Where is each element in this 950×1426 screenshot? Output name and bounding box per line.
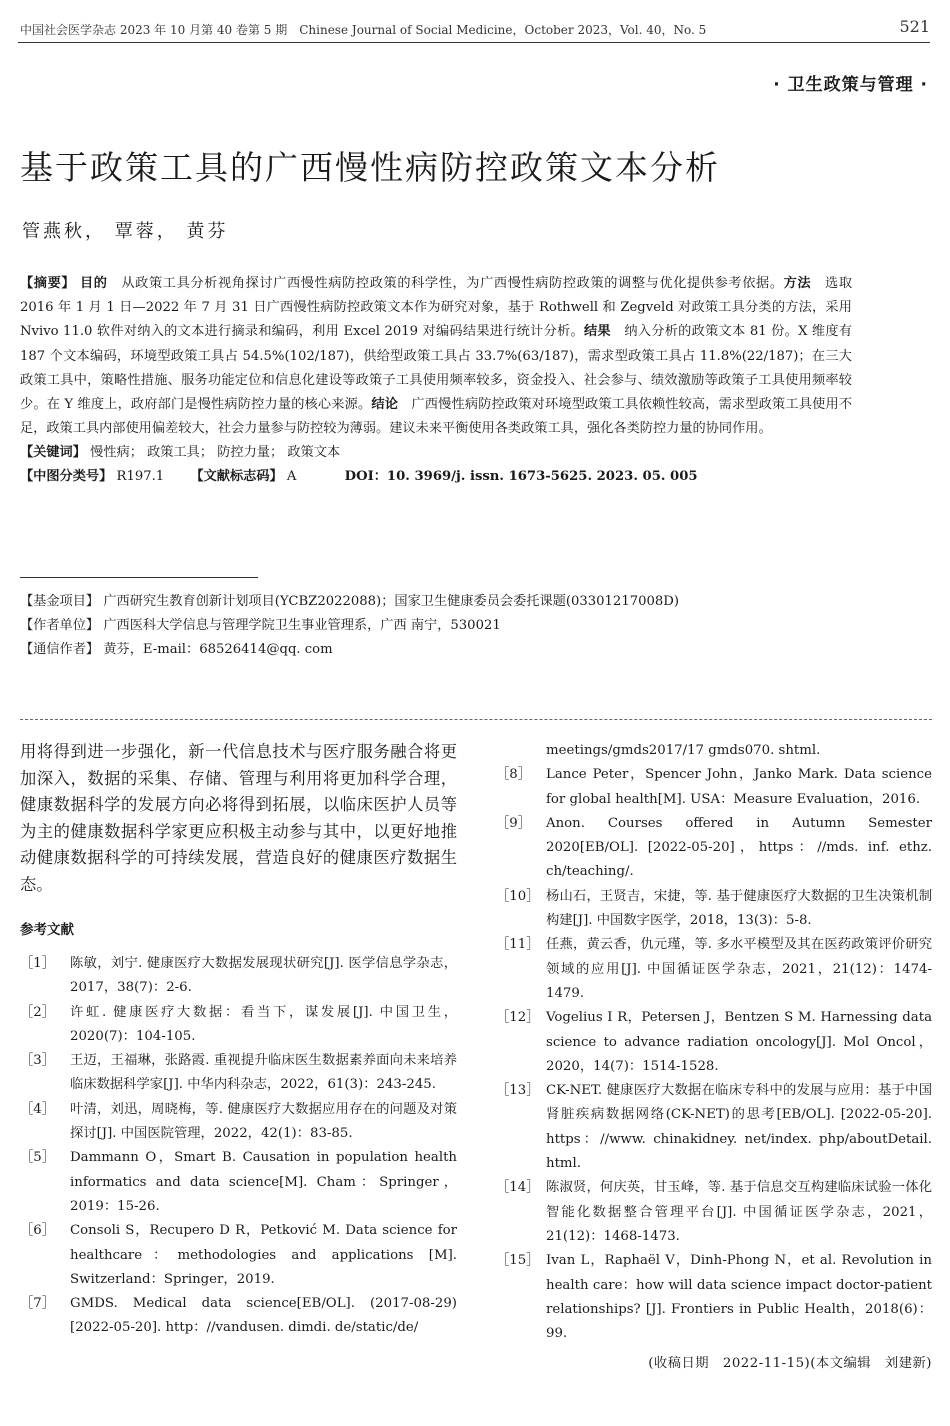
reference-text: 陈敏，刘宁. 健康医疗大数据发展现状研究[J]. 医学信息学杂志，2017，38(7)：2-6. <box>70 956 457 996</box>
reference-number: ［15］ <box>496 1253 540 1269</box>
reference-item <box>496 933 932 1006</box>
methods-text: 选取 2016 年 1 月 1 日—2022 年 7 月 31 日广西慢性病防控政策文本作为研究对象，基于 Rothwell 和 Zegveld 对政策工具分类的方法，采用 Nvivo 11.0 软件对纳入的文本进行摘录和编码，利用 Excel 2019 对编码结果进行统计分析。 <box>20 276 853 340</box>
reference-item <box>496 1176 932 1249</box>
clc-label: 【中图分类号】 <box>20 469 113 485</box>
abstract-text <box>20 272 852 441</box>
footnote-label: 【基金项目】 <box>20 594 100 609</box>
reference-number: ［5］ <box>20 1150 56 1166</box>
results-label: 结果 <box>583 324 611 340</box>
reference-text: Vogelius I R，Petersen J，Bentzen S M. Harnessing data science to advance radiation oncology[J]. Mol Oncol，2020，14(7)：1514-1528. <box>546 1010 932 1074</box>
keywords: 慢性病； 政策工具； 防控力量； 政策文本 <box>90 445 341 461</box>
abstract <box>20 272 852 489</box>
conclusion-text: 广西慢性病防控政策对环境型政策工具依赖性较高，需求型政策工具使用不足，政策工具内部使用偏差较大，社会力量参与防控较为薄弱。建议未来平衡使用各类政策工具，强化各类防控力量的协同作用。 <box>20 397 853 437</box>
reference-number: ［2］ <box>20 1004 56 1020</box>
footnote-text: 广西研究生教育创新计划项目(YCBZ2022088)；国家卫生健康委员会委托课题(03301217008D) <box>103 594 679 609</box>
reference-text: 王迈，王福琳，张路霞. 重视提升临床医生数据素养面向未来培养临床数据科学家[J]. 中华内科杂志，2022，61(3)：243-245. <box>70 1053 457 1093</box>
reference-number: ［10］ <box>496 888 540 904</box>
references-heading: 参考文献 <box>20 922 74 938</box>
reference-item <box>20 1146 457 1219</box>
reference-number: ［3］ <box>20 1053 56 1069</box>
reference-text[interactable]: meetings/gmds2017/17 gmds070. shtml. <box>546 743 821 758</box>
conclusion-label: 结论 <box>371 397 399 413</box>
reference-item <box>20 1001 457 1050</box>
reference-number: ［14］ <box>496 1180 540 1196</box>
footnote-funding <box>20 590 679 614</box>
reference-number: ［11］ <box>496 937 540 953</box>
footnote-text: 黄芬，E-mail：68526414@qq. com <box>103 642 333 657</box>
results-text: 纳入分析的政策文本 81 份。X 维度有 187 个文本编码，环境型政策工具占 54.5%(102/187)，供给型政策工具占 33.7%(63/187)，需求型政策工具占 11.8%(22/187)；在三大政策工具中，策略性措施、服务功能定位和信息化建设等政策子工具使用频率较多，资金投入、社会参与、绩效激励等政策子工具使用频率较少。在 Y 维度上，政府部门是慢性病防控力量的核心来源。 <box>20 324 853 413</box>
reference-item <box>20 1098 457 1147</box>
header-rule <box>18 42 930 43</box>
received-date-line: (收稿日期 2022-11-15)(本文编辑 刘建新) <box>648 1356 932 1372</box>
reference-number: ［9］ <box>496 815 532 831</box>
reference-item <box>20 1219 457 1292</box>
page-number: 521 <box>899 17 930 36</box>
section-tag: · 卫生政策与管理 · <box>773 75 928 95</box>
reference-item <box>496 812 932 885</box>
reference-number: ［1］ <box>20 956 56 971</box>
footnote-rule <box>20 577 258 578</box>
doc-code-value: A <box>286 469 297 485</box>
reference-number: ［13］ <box>496 1083 540 1099</box>
footnotes <box>20 590 679 662</box>
reference-number: ［12］ <box>496 1010 540 1026</box>
reference-text[interactable]: CK-NET. 健康医疗大数据在临床专科中的发展与应用：基于中国肾脏疾病数据网络(CK-NET)的思考[EB/OL]. [2022-05-20]. https：//www. chinakidney. net/index. php/aboutDetail. html. <box>546 1083 932 1172</box>
left-column <box>20 739 457 1341</box>
keywords-line <box>20 441 852 465</box>
classification-line <box>20 465 852 489</box>
reference-item <box>496 885 932 934</box>
reference-number: ［8］ <box>496 767 532 783</box>
reference-text: 任燕，黄云香，仇元瑾，等. 多水平模型及其在医药政策评价研究领域的应用[J]. 中国循证医学杂志，2021，21(12)：1474-1479. <box>546 937 932 1001</box>
reference-text: 杨山石，王贤吉，宋捷，等. 基于健康医疗大数据的卫生决策机制构建[J]. 中国数字医学，2018，13(3)：5-8. <box>546 888 932 929</box>
reference-number: ［7］ <box>20 1296 56 1312</box>
authors: 管燕秋， 覃蓉， 黄芬 <box>22 221 229 242</box>
objective-label: 目的 <box>80 276 108 291</box>
reference-item <box>496 1249 932 1346</box>
methods-label: 方法 <box>783 276 812 291</box>
objective-text: 从政策工具分析视角探讨广西慢性病防控政策的科学性，为广西慢性病防控政策的调整与优化提供参考依据。 <box>121 276 784 291</box>
right-column <box>496 739 932 1376</box>
abstract-label: 【摘要】 <box>20 276 76 291</box>
reference-continuation <box>496 739 932 763</box>
reference-item <box>496 1079 932 1176</box>
reference-text: 叶清，刘迅，周晓梅，等. 健康医疗大数据应用存在的问题及对策探讨[J]. 中国医院管理，2022，42(1)：83-85. <box>70 1101 457 1142</box>
footnote-label: 【通信作者】 <box>20 642 100 657</box>
clc-value: R197.1 <box>116 469 165 485</box>
reference-number: ［6］ <box>20 1223 56 1239</box>
body-paragraph: 用将得到进一步强化，新一代信息技术与医疗服务融合将更加深入，数据的采集、存储、管理与利用将更加科学合理，健康数据科学的发展方向必将得到拓展，以临床医护人员等为主的健康数据科学家更应积极主动参与其中，以更好地推动健康数据科学的可持续发展，营造良好的健康医疗数据生态。 <box>20 742 457 894</box>
reference-list-left <box>20 952 457 1341</box>
footnote-text: 广西医科大学信息与管理学院卫生事业管理系，广西 南宁，530021 <box>103 618 501 633</box>
reference-item <box>20 1292 457 1341</box>
reference-item <box>20 952 457 1001</box>
reference-text: 许虹. 健康医疗大数据：看当下，谋发展[J]. 中国卫生，2020(7)：104-105. <box>70 1004 457 1044</box>
reference-text: Consoli S，Recupero D R，Petković M. Data science for healthcare：methodologies and applications [M]. Switzerland：Springer，2019. <box>70 1223 457 1287</box>
footnote-correspondence <box>20 638 679 662</box>
reference-text: Dammann O，Smart B. Causation in population health informatics and data science[M]. Cham：Springer，2019：15-26. <box>70 1150 457 1214</box>
article-title: 基于政策工具的广西慢性病防控政策文本分析 <box>20 148 720 187</box>
reference-text: Lance Peter，Spencer John，Janko Mark. Data science for global health[M]. USA：Measure Evaluation，2016. <box>546 767 932 807</box>
footnote-label: 【作者单位】 <box>20 618 100 633</box>
reference-text: Ivan L，Raphaël V，Dinh-Phong N，et al. Revolution in health care：how will data science impact doctor-patient relationships? [J]. Frontiers in Public Health，2018(6)：99. <box>546 1253 932 1342</box>
reference-text[interactable]: Anon. Courses offered in Autumn Semester 2020[EB/OL]. [2022-05-20]，https：//mds. inf. ethz. ch/teaching/. <box>546 815 932 880</box>
reference-list-right <box>496 739 932 1346</box>
doi[interactable]: DOI：10. 3969/j. issn. 1673-5625. 2023. 05. 005 <box>344 469 698 485</box>
reference-item <box>496 1006 932 1079</box>
footnote-affiliation <box>20 614 679 638</box>
reference-item <box>20 1049 457 1098</box>
reference-item <box>496 763 932 812</box>
running-head: 中国社会医学杂志 2023 年 10 月第 40 卷第 5 期 Chinese Journal of Social Medicine，October 2023，Vol. 40，No. 5 <box>20 23 707 37</box>
reference-text[interactable]: GMDS. Medical data science[EB/OL]. (2017-08-29)[2022-05-20]. http：//vandusen. dimdi. de/static/de/ <box>70 1296 457 1336</box>
reference-number: ［4］ <box>20 1101 56 1117</box>
keywords-label: 【关键词】 <box>20 445 86 461</box>
reference-text: 陈淑贤，何庆英，甘玉峰，等. 基于信息交互构建临床试验一体化智能化数据整合管理平台[J]. 中国循证医学杂志，2021，21(12)：1468-1473. <box>546 1180 932 1244</box>
doc-code-label: 【文献标志码】 <box>190 469 283 485</box>
dashed-separator <box>20 719 932 720</box>
